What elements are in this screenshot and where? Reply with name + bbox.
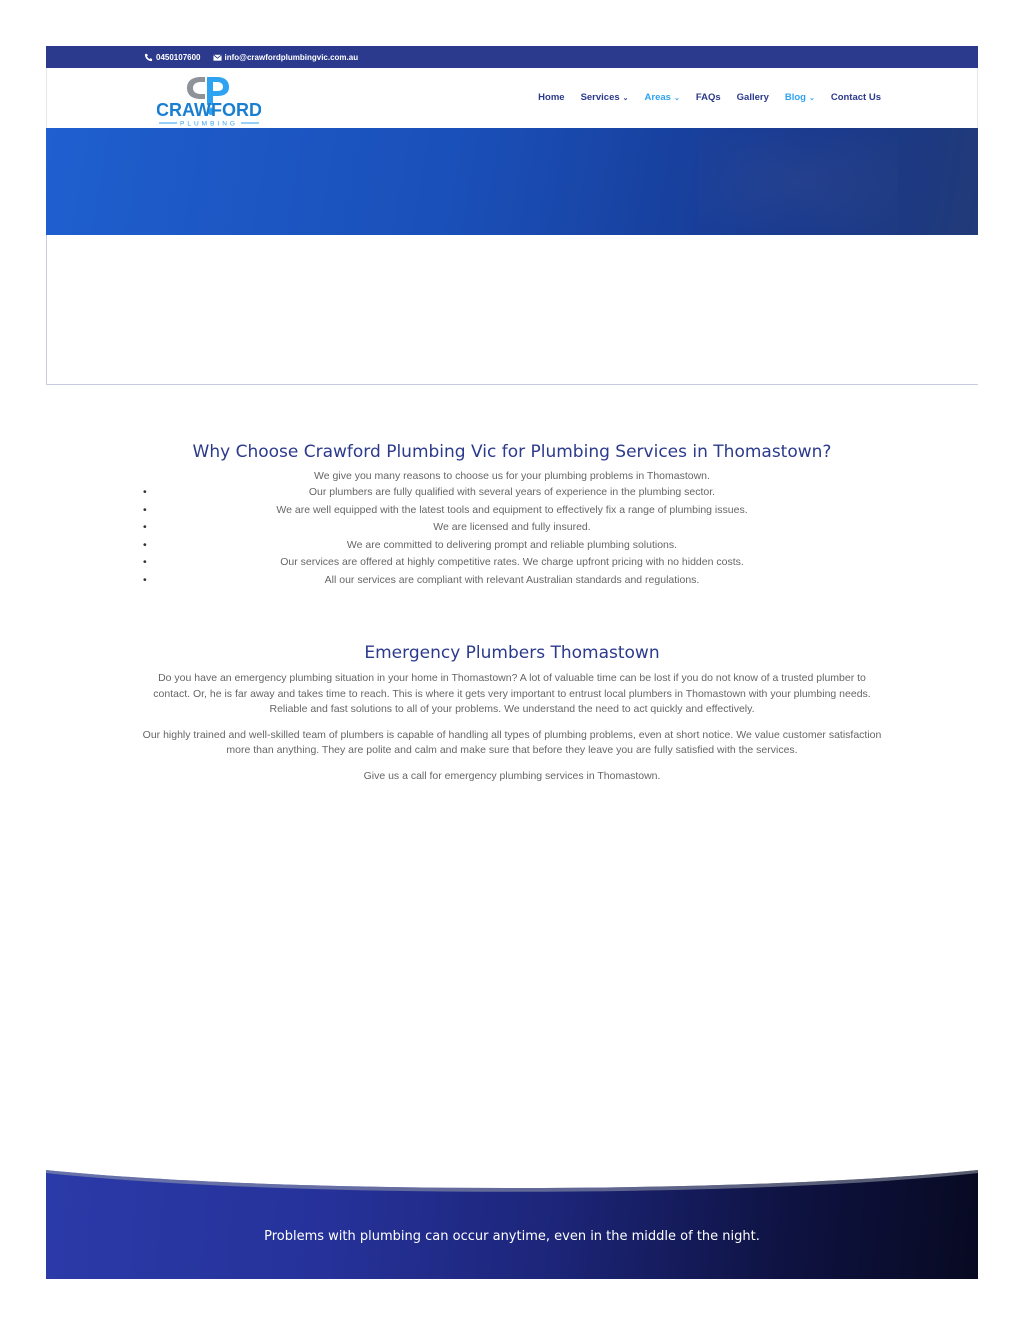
curved-divider: [46, 1168, 978, 1202]
logo-brand-text: CRAWFORD: [157, 100, 261, 120]
hero-banner: [46, 128, 978, 235]
emergency-paragraph-3: Give us a call for emergency plumbing services in Thomastown.: [363, 769, 661, 782]
nav-services-label: Services: [580, 92, 620, 103]
chevron-down-icon: ⌄: [808, 94, 815, 102]
nav-areas[interactable]: [645, 92, 680, 103]
crawford-logo-icon: [157, 71, 261, 127]
hero-spacer: [46, 235, 978, 385]
email-address: info@crawfordplumbingvic.com.au: [224, 52, 359, 62]
phone-link[interactable]: [144, 53, 201, 62]
nav-services[interactable]: [581, 92, 629, 103]
nav-home[interactable]: [538, 92, 564, 103]
nav-blog[interactable]: [785, 92, 815, 103]
site-logo[interactable]: [157, 71, 261, 127]
phone-icon: [144, 53, 153, 62]
nav-contact-label: Contact Us: [830, 92, 881, 103]
list-item: • Our plumbers are fully qualified with several years of experience in the plumbing sector.: [140, 484, 884, 502]
top-bar: [46, 46, 978, 68]
main-nav: [538, 92, 881, 103]
footer-tagline: Problems with plumbing can occur anytime, even in the middle of the night.: [264, 1229, 760, 1244]
nav-contact[interactable]: [831, 92, 881, 103]
logo-sub-text: PLUMBING: [180, 120, 238, 127]
emergency-heading: Emergency Plumbers Thomastown: [364, 643, 660, 663]
nav-faqs-label: FAQs: [695, 92, 721, 103]
list-item: • We are committed to delivering prompt and reliable plumbing solutions.: [140, 537, 884, 555]
emergency-paragraph-1: Do you have an emergency plumbing situation in your home in Thomastown? A lot of valuable time can be lost if you do not know of a trusted plumber to contact. Or, he is far away and takes time to reach. This is where it gets very important to entrust local plumbers in Thomastown with your plumbing needs. Reliable and fast solutions to all of your problems. We understand the need to act quickly and effectively.: [153, 672, 871, 715]
envelope-icon: [213, 53, 222, 62]
why-choose-heading: Why Choose Crawford Plumbing Vic for Plumbing Services in Thomastown?: [192, 442, 832, 462]
emergency-section: [140, 643, 884, 784]
page-frame: [46, 46, 978, 385]
list-item: • All our services are compliant with relevant Australian standards and regulations.: [140, 572, 884, 590]
list-item: • We are well equipped with the latest tools and equipment to effectively fix a range of plumbing issues.: [140, 502, 884, 520]
nav-faqs[interactable]: [696, 92, 721, 103]
nav-gallery[interactable]: [737, 92, 769, 103]
nav-gallery-label: Gallery: [736, 92, 769, 103]
site-header: [46, 68, 978, 128]
footer-cta-band: [46, 1168, 978, 1279]
nav-areas-label: Areas: [644, 92, 671, 103]
email-link[interactable]: [213, 53, 359, 62]
chevron-down-icon: ⌄: [622, 94, 629, 102]
nav-home-label: Home: [538, 92, 565, 103]
list-item: • We are licensed and fully insured.: [140, 519, 884, 537]
emergency-paragraph-2: Our highly trained and well-skilled team of plumbers is capable of handling all types of plumbing problems, even at short notice. We value customer satisfaction more than anything. They are polite and calm and make sure that before they leave you are fully satisfied with the services.: [142, 728, 882, 756]
reasons-list: [140, 484, 884, 589]
why-choose-section: [140, 442, 884, 589]
list-item: • Our services are offered at highly competitive rates. We charge upfront pricing with no hidden costs.: [140, 554, 884, 572]
nav-blog-label: Blog: [784, 92, 806, 103]
why-choose-intro: We give you many reasons to choose us for your plumbing problems in Thomastown.: [314, 470, 710, 482]
phone-number: 0450107600: [156, 52, 201, 62]
chevron-down-icon: ⌄: [673, 94, 680, 102]
